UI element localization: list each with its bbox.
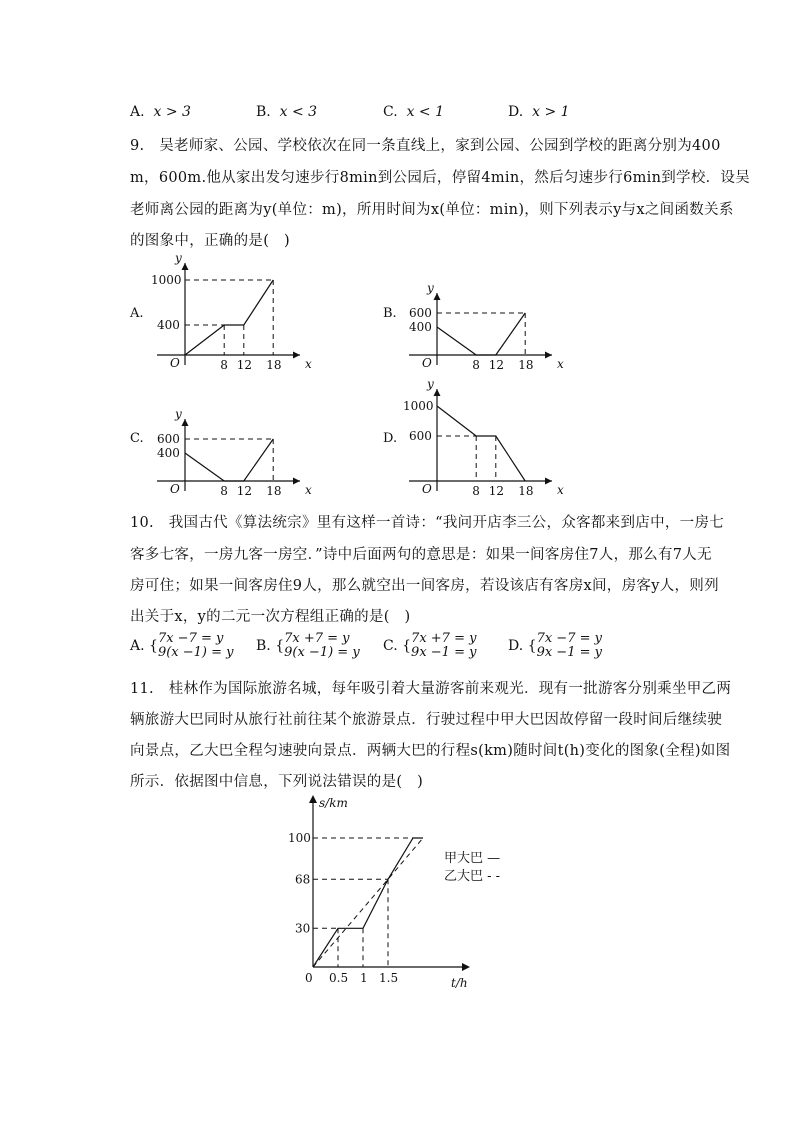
q11-text-line-1: 11. 桂林作为国际旅游名城，每年吸引着大量游客前来观光．现有一批游客分别乘坐甲乙两 bbox=[130, 681, 732, 697]
q10-text-line-4: 出关于x，y的二元一次方程组正确的是( ) bbox=[130, 609, 411, 625]
origin-label: O bbox=[170, 356, 180, 370]
x-tick-label: 0.5 bbox=[329, 971, 349, 985]
option-letter: B. bbox=[256, 104, 271, 120]
q11-text-line-4: 所示．依据图中信息，下列说法错误的是( ) bbox=[130, 774, 424, 790]
equation-2: 9(x −1) = y bbox=[284, 645, 360, 660]
x-tick-label: 8 bbox=[220, 484, 228, 498]
option-letter: A. bbox=[130, 104, 145, 120]
y-tick-label: 400 bbox=[409, 320, 432, 334]
q11-text-line-2: 辆旅游大巴同时从旅行社前往某个旅游景点．行驶过程中甲大巴因故停留一段时间后继续驶 bbox=[130, 712, 722, 728]
y-tick-label: 600 bbox=[157, 432, 180, 446]
y-tick-label: 1000 bbox=[403, 399, 434, 413]
q9-option-c-label[interactable]: C. bbox=[130, 431, 144, 446]
x-tick-label: 1 bbox=[360, 971, 368, 985]
x-axis-label: x bbox=[557, 483, 564, 497]
option-letter: D. bbox=[508, 638, 524, 654]
option-expr: x > 3 bbox=[153, 104, 191, 120]
x-tick-label: 18 bbox=[266, 484, 282, 498]
x-tick-label: 18 bbox=[518, 484, 534, 498]
y-tick-label: 400 bbox=[157, 446, 180, 460]
q10-text-line-3: 房可住；如果一间客房住9人，那么就空出一间客房，若设该店有客房x间，房客y人，则列 bbox=[130, 578, 719, 594]
x-axis-label: x bbox=[305, 357, 312, 371]
x-tick-label: 8 bbox=[472, 484, 480, 498]
option-letter: C. bbox=[383, 638, 398, 654]
option-expr: x < 3 bbox=[279, 104, 318, 120]
y-axis-label: s/km bbox=[319, 796, 348, 810]
equation-1: 7x +7 = y bbox=[411, 631, 477, 646]
y-tick-label: 600 bbox=[409, 429, 432, 443]
legend-entry: 甲大巴 — bbox=[444, 851, 501, 866]
option-letter: D. bbox=[508, 104, 524, 120]
y-tick-label: 30 bbox=[295, 921, 311, 936]
y-axis-label: y bbox=[175, 251, 182, 265]
origin-label: 0 bbox=[305, 971, 313, 985]
origin-label: O bbox=[422, 482, 432, 496]
q9-text-line-3: 老师离公园的距离为y(单位：m)，所用时间为x(单位：min)，则下列表示y与x之间函数关系 bbox=[130, 202, 734, 218]
series-line-乙大巴 bbox=[313, 838, 423, 967]
option-letter: A. bbox=[130, 638, 145, 654]
equation-2: 9(x −1) = y bbox=[157, 645, 234, 660]
q10-text-line-1: 10. 我国古代《算法统宗》里有这样一首诗：“我问开店李三公，众客都来到店中，一房七 bbox=[130, 515, 725, 531]
legend-entry: 乙大巴 - - bbox=[444, 869, 501, 884]
q9-option-a-label[interactable]: A. bbox=[130, 306, 144, 321]
y-tick-label: 1000 bbox=[151, 273, 182, 287]
x-axis-label: x bbox=[557, 357, 564, 371]
q9-text-line-1: 9. 吴老师家、公园、学校依次在同一条直线上，家到公园、公园到学校的距离分别为400 bbox=[130, 138, 721, 154]
equation-2: 9x −1 = y bbox=[536, 645, 602, 660]
y-axis-label: y bbox=[427, 281, 434, 295]
equation-1: 7x +7 = y bbox=[284, 631, 350, 646]
y-tick-label: 100 bbox=[288, 831, 311, 845]
x-tick-label: 12 bbox=[236, 358, 253, 372]
option-letter: B. bbox=[256, 638, 271, 654]
x-axis-label: t/h bbox=[451, 976, 468, 990]
q11-text-line-3: 向景点，乙大巴全程匀速驶向景点．两辆大巴的行程s(km)随时间t(h)变化的图象(全程)如图 bbox=[130, 743, 731, 759]
y-axis-arrow-icon bbox=[309, 795, 317, 803]
brace-icon: { bbox=[149, 638, 158, 654]
x-tick-label: 8 bbox=[472, 358, 480, 372]
x-tick-label: 18 bbox=[518, 358, 534, 372]
q9-option-b-label[interactable]: B. bbox=[383, 306, 397, 321]
x-tick-label: 12 bbox=[488, 358, 505, 372]
origin-label: O bbox=[170, 482, 180, 496]
x-tick-label: 8 bbox=[220, 358, 228, 372]
equation-1: 7x −7 = y bbox=[157, 631, 224, 646]
x-tick-label: 1.5 bbox=[379, 971, 399, 985]
q9-option-d-label[interactable]: D. bbox=[383, 431, 398, 446]
brace-icon: { bbox=[275, 638, 285, 654]
brace-icon: { bbox=[402, 638, 412, 654]
x-axis-arrow-icon bbox=[462, 963, 470, 971]
equation-2: 9x −1 = y bbox=[411, 645, 477, 660]
y-tick-label: 400 bbox=[157, 318, 180, 332]
x-tick-label: 12 bbox=[488, 484, 505, 498]
origin-label: O bbox=[422, 356, 432, 370]
q9-text-line-4: 的图象中，正确的是( ) bbox=[130, 233, 290, 249]
option-letter: C. bbox=[383, 104, 398, 120]
x-tick-label: 12 bbox=[236, 484, 253, 498]
x-axis-label: x bbox=[305, 483, 312, 497]
option-expr: x < 1 bbox=[406, 104, 445, 120]
equation-1: 7x −7 = y bbox=[536, 631, 602, 646]
y-axis-label: y bbox=[427, 377, 434, 391]
brace-icon: { bbox=[527, 638, 537, 654]
q9-text-line-2: m，600m.他从家出发匀速步行8min到公园后，停留4min，然后匀速步行6min到学校．设吴 bbox=[130, 170, 751, 186]
option-expr: x > 1 bbox=[532, 104, 570, 120]
y-tick-label: 600 bbox=[409, 306, 432, 320]
q10-text-line-2: 客多七客，一房九客一房空．”诗中后面两句的意思是：如果一间客房住7人，那么有7人无 bbox=[130, 547, 712, 563]
x-tick-label: 18 bbox=[266, 358, 282, 372]
y-axis-label: y bbox=[175, 407, 182, 421]
y-tick-label: 68 bbox=[295, 872, 311, 887]
